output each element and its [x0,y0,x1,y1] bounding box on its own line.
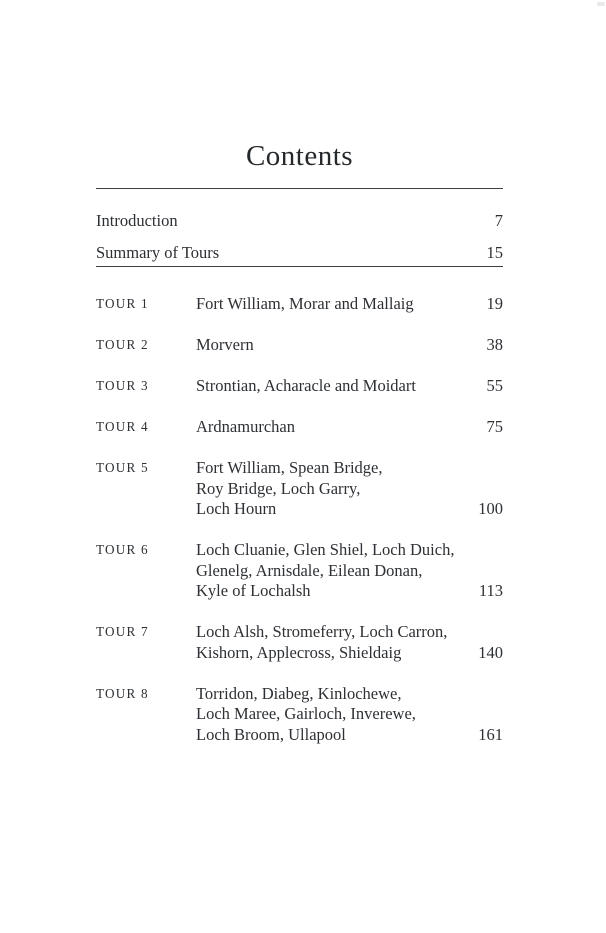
divider-top [96,188,503,189]
tour-number-label: TOUR 1 [96,296,149,311]
tour-title-line: Loch Hourn [196,499,277,518]
tour-title [196,458,468,520]
toc-entry-page-number: 7 [494,211,503,230]
toc-entry-page-number: 15 [486,243,503,262]
tour-title-line: Fort William, Morar and Mallaig [196,294,414,313]
tour-title [196,294,477,315]
tour-title-line: Kishorn, Applecross, Shieldaig [196,642,402,662]
toc-entry-tour-7 [96,622,503,663]
page-title: Contents [245,140,354,172]
tour-title-line: Roy Bridge, Loch Garry, [196,478,361,498]
tour-title-line: Fort William, Spean Bridge, [196,458,383,477]
tour-title [196,376,477,397]
tour-title-line: Torridon, Diabeg, Kinlochewe, [196,683,402,703]
tour-list [96,294,503,745]
tour-title-line: Glenelg, Arnisdale, Eilean Donan, [196,560,423,580]
tour-page-number: 38 [486,335,503,354]
toc-entry-introduction [96,211,503,231]
tour-page-number: 113 [478,581,503,600]
scan-artifact [597,2,605,6]
tour-title [196,622,468,663]
tour-number-label: TOUR 3 [96,378,149,393]
contents-block [96,0,503,766]
toc-entry-tour-1 [96,294,503,315]
tour-title-line: Loch Maree, Gairloch, Inverewe, [196,704,416,723]
toc-entry-tour-6 [96,540,503,602]
tour-page-number: 55 [486,376,503,395]
toc-entry-tour-2 [96,335,503,356]
tour-page-number: 140 [478,642,503,662]
tour-title-line: Morvern [196,335,254,354]
divider-middle [96,266,503,267]
tour-number-label: TOUR 6 [96,542,149,557]
toc-entry-tour-8 [96,684,503,746]
tour-title [196,540,469,602]
front-matter-list [96,211,503,263]
tour-number-label: TOUR 4 [96,419,149,434]
tour-title [196,335,477,356]
tour-title-line: Strontian, Acharacle and Moidart [196,376,416,395]
tour-number-label: TOUR 8 [96,685,149,701]
tour-title-line: Loch Cluanie, Glen Shiel, Loch Duich, [196,540,455,559]
toc-entry-tour-5 [96,458,503,520]
toc-entry-label: Summary of Tours [96,243,220,262]
tour-page-number: 19 [486,294,503,313]
toc-entry-summary-of-tours [96,243,503,263]
tour-title-line: Loch Alsh, Stromeferry, Loch Carron, [196,622,448,641]
tour-title-line: Kyle of Lochalsh [196,581,311,600]
tour-page-number: 75 [486,417,503,436]
toc-entry-label: Introduction [96,211,178,230]
tour-number-label: TOUR 2 [96,337,149,352]
tour-page-number: 161 [478,724,503,744]
tour-page-number: 100 [478,499,503,518]
tour-title [196,684,468,746]
tour-title-line: Loch Broom, Ullapool [196,724,346,744]
tour-number-label: TOUR 5 [96,460,149,475]
toc-entry-tour-3 [96,376,503,397]
tour-title-line: Ardnamurchan [196,417,295,436]
tour-title [196,417,477,438]
tour-number-label: TOUR 7 [96,624,149,639]
toc-entry-tour-4 [96,417,503,438]
